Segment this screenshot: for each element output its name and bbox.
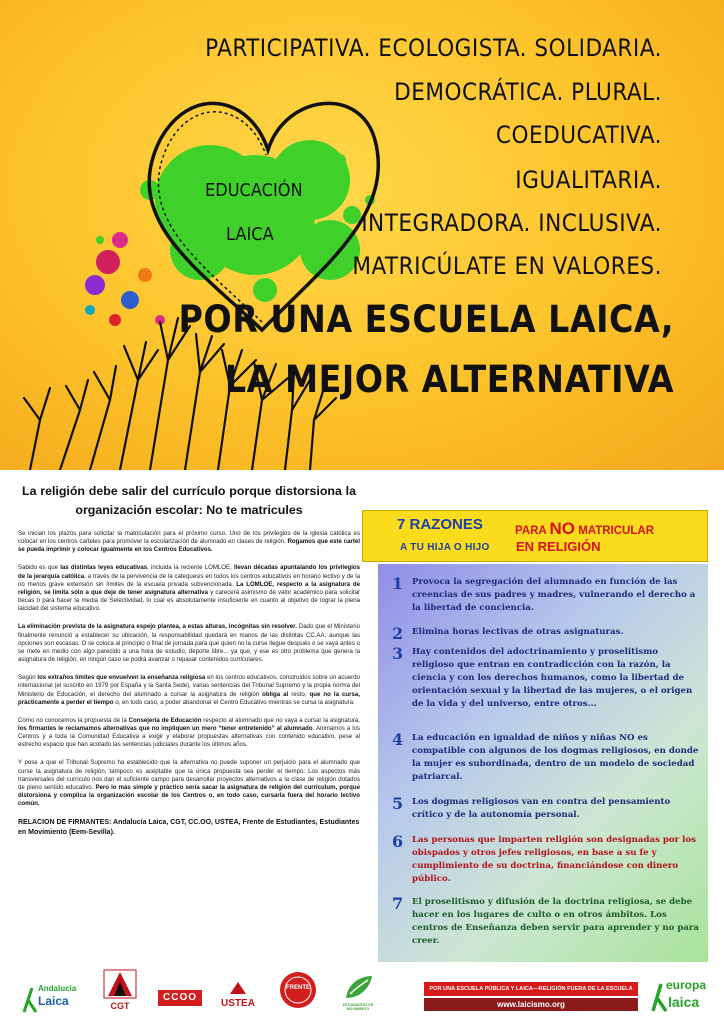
- frente-estudiantes-logo: [278, 970, 318, 1010]
- europa-laica-logo: [650, 976, 720, 1016]
- tagline-bar: POR UNA ESCUELA PÚBLICA Y LAICA—RELIGIÓN FUERA DE LA ESCUELA: [424, 982, 638, 996]
- cgt-emblem-icon: [102, 968, 138, 1000]
- estudiantes-movimiento-label: ESTUDIANTES EN MOVIMIENTO: [342, 1003, 374, 1011]
- reason-text: Hay contenidos del adoctrinamiento y proselitismo religioso que entran en contradicción con la razón, la ciencia y con los derechos humanos, como la libertad de orientación sexual y la libertad de las mujeres, o el origen de la vida y del universo, entre otros...: [412, 647, 693, 709]
- slogan-line-6: MATRICÚLATE EN VALORES.: [352, 252, 662, 280]
- reason-number: 5: [392, 794, 404, 813]
- andalucia-laica-line-2: Laica: [38, 994, 69, 1008]
- slogan-line-3: COEDUCATIVA.: [495, 121, 662, 149]
- paragraph-1: Se inician los plazos para solicitar la matriculación para el próximo curso. Uno de los privilegios de la iglesia católica es colocar en los centros carteles para promover la escolarización de alumnado en clases de religión. Rogamos que este cartel se pueda imprimir y colocar igualmente en los Centros Educativos.: [18, 530, 360, 554]
- ustea-label: USTEA: [221, 998, 255, 1009]
- leaf-icon: [338, 972, 378, 1002]
- reason-number: 6: [392, 832, 404, 851]
- reason-number: 3: [392, 644, 404, 663]
- poster-banner: [0, 0, 724, 470]
- paragraph-2: Sabido es que las distintas leyes educativas, incluida la reciente LOMLOE, llevan décadas apuntalando los privilegios de la jerarquía católica, a través de la pervivencia de la catequesis en todos los centros educativos en horario lectivo y de la no menos grave extensión sin límites de la escuela privada subvencionada. La LOMLOE, respecto a la asignatura de religión, se limita sólo a que deje de tener asignatura alternativa y carecerá asimismo de valor académico para solicitar becas o para hacer la media de Selectividad, lo cual es absolutamente insuficiente en cuanto al objetivo de lograr la plena laicidad del sistema educativo.: [18, 564, 361, 613]
- heart-text-line-2: LAICA: [226, 224, 274, 245]
- slogan-line-2: DEMOCRÁTICA. PLURAL.: [394, 78, 662, 106]
- footer-logos: [20, 968, 400, 1018]
- paragraph-6: Y pese a que el Tribunal Supremo ha establecido que la alternativa no puede suponer un perjuicio para el alumnado que curse la asignatura de religión, tampoco es aceptable que la única propuesta sea perder el tiempo: Los aspectos más transversales del currículo nos dan el suficiente campo para desarrollar proyectos alternativos a la clase de religión dotados de pleno sentido educativo. Pero lo más simple y práctico sería sacar la asignatura de religión del currículum, porque distorsiona y complica la organización escolar de los Centros o, en todo caso, cursarla fuera del horario lectivo común.: [18, 759, 360, 808]
- slogan-line-4: IGUALITARIA.: [515, 166, 662, 194]
- andalucia-laica-logo: [20, 982, 80, 1014]
- paragraph-4: Según los extraños límites que envuelven la enseñanza religiosa en los centros educativos, construidos sobre un acuerdo internacional (el suscrito en 1979 por España y la Santa Sede), varias sentencias del Tribunal Supremo y la propia norma del Ministerio de Educación, el derecho del alumnado a cursar la asignatura de religión obliga al resto, que no la cursa, prácticamente a perder el tiempo o, en todo caso, a poder abandonar el Centro Educativo mientras se cursa la asignatura.: [18, 674, 360, 706]
- signers-list: RELACION DE FIRMANTES: Andalucía Laica, CGT, CC.OO, USTEA, Frente de Estudiantes, Estudiantes en Movimiento (Eem-Sevilla).: [18, 819, 360, 836]
- cgt-label: CGT: [110, 1001, 130, 1011]
- reason-text: Los dogmas religiosos van en contra del pensamiento crítico y de la autonomía personal.: [412, 797, 671, 820]
- reason-text: Provoca la segregación del alumnado en función de las creencias de sus padres y madres, vulnerando el derecho a la libertad de conciencia.: [412, 577, 696, 613]
- article-column: [18, 482, 360, 837]
- reasons-header-child: A TU HIJA O HIJO: [400, 542, 490, 553]
- headline-line-1: POR UNA ESCUELA LAICA,: [178, 298, 674, 341]
- andalucia-laica-line-1: Andalucía: [38, 984, 77, 993]
- slogan-line-1: PARTICIPATIVA. ECOLOGISTA. SOLIDARIA.: [205, 34, 662, 62]
- reasons-count: 7 RAZONES: [397, 516, 483, 533]
- ccoo-logo: [158, 990, 202, 1006]
- reason-text: Las personas que imparten religión son designadas por los obispados y otros jefes religiosos, en base a su fe y cumplimiento de su doctrina, financiándose con dinero público.: [412, 835, 697, 884]
- reason-number: 1: [392, 574, 404, 593]
- reason-text: El proselitismo y difusión de la doctrina religiosa, se debe hacer en los lugares de culto o en otros ámbitos. Los centros de Enseñanza deben servir para aprender y no para creer.: [412, 897, 700, 946]
- website-link[interactable]: www.laicismo.org: [424, 998, 638, 1011]
- article-title: La religión debe salir del currículo porque distorsiona la organización escolar: No te matricules: [22, 484, 356, 517]
- heart-text-line-1: EDUCACIÓN: [205, 180, 303, 201]
- slogan-line-5: INTEGRADORA. INCLUSIVA.: [361, 209, 662, 237]
- reason-number: 7: [392, 894, 404, 913]
- reasons-header: [362, 510, 708, 562]
- cgt-logo: [102, 968, 138, 1014]
- headline-line-2: LA MEJOR ALTERNATIVA: [224, 358, 674, 401]
- ustea-emblem-icon: [216, 980, 260, 996]
- reason-text: La educación en igualdad de niños y niñas NO es compatible con algunos de los dogmas religiosos, en donde la mujer es subordinada, dentro de un modelo de sociedad patriarcal.: [412, 733, 699, 782]
- ccoo-label: CCOO: [163, 992, 197, 1003]
- reasons-header-para: PARA NO MATRICULAR: [515, 519, 654, 538]
- europa-laica-line-1: europa: [666, 978, 707, 992]
- frente-label: FRENTE: [286, 985, 310, 991]
- paragraph-3: La eliminación prevista de la asignatura espejo plantea, a estas alturas, incógnitas sin resolver. Dado que el Ministerio finalmente renunció a establecer su ubicación, la responsabilidad quedará en manos de las distintas CC.AA; aunque las opciones son escasas: O se coloca al principio o final de jornada para que quien no la curse llegue después o se vaya antes o se mete en medio con algo parecido a una hora de estudio, deporte libre... ya que, y ese es otro problema que genera la asignatura de religión, en ningún caso se podrá avanzar o repasar contenidos curriculares.: [18, 623, 361, 664]
- reason-number: 2: [392, 624, 404, 643]
- reason-number: 4: [392, 730, 404, 749]
- reasons-list: [378, 564, 708, 962]
- paragraph-5: Como no conocemos la propuesta de la Consejería de Educación respecto al alumnado que no vaya a cursar la asignatura, los firmantes le reclamamos alternativas que no impliquen un mero “tener entretenido” al alumnado. Animamos a los Centros y a toda la Comunidad Educativa a exigir y elaborar propuestas alternativas con contenido educativo, pese al estrecho espacio que han acotado las sentencias judiciales durante los últimos años.: [18, 716, 361, 749]
- ustea-logo: [216, 980, 260, 1014]
- reasons-header-religion: EN RELIGIÓN: [516, 539, 601, 554]
- estudiantes-movimiento-logo: [338, 972, 378, 1016]
- reason-text: Elimina horas lectivas de otras asignaturas.: [412, 627, 624, 637]
- europa-laica-line-2: laica: [668, 994, 700, 1010]
